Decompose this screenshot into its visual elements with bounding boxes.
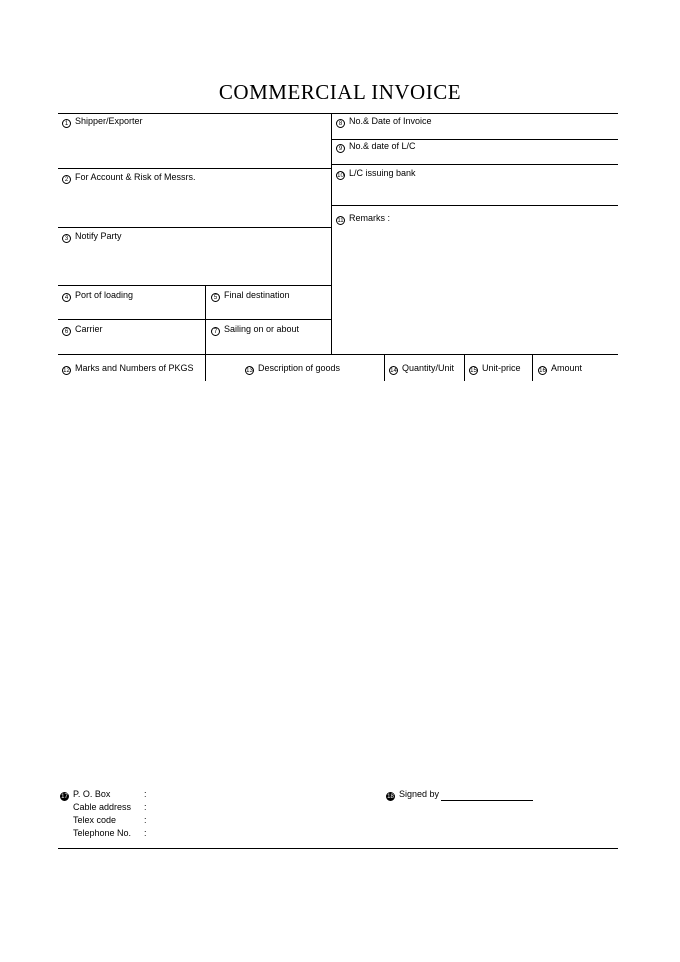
rule-left-3 — [58, 285, 331, 286]
circled-number-9: 9 — [336, 144, 345, 153]
signed-by: 18 Signed by — [386, 788, 533, 801]
goods-header-marks: 12 Marks and Numbers of PKGS — [63, 363, 194, 374]
circled-number-13: 13 — [246, 368, 253, 374]
circled-number-12: 12 — [63, 368, 70, 374]
circled-number-14: 14 — [390, 368, 397, 374]
invoice-no-date-label: 8 No.& Date of Invoice — [336, 115, 432, 128]
signature-line — [441, 791, 533, 801]
circled-number-15: 15 — [470, 368, 477, 374]
footer-telex-code: Telex code : — [73, 815, 147, 825]
circled-number-8: 8 — [336, 119, 345, 128]
circled-number-3: 3 — [62, 234, 71, 243]
rule-top — [58, 113, 618, 114]
document-title: COMMERCIAL INVOICE — [218, 80, 462, 104]
shipper-label: 1 Shipper/Exporter — [62, 115, 143, 128]
circled-number-4: 4 — [62, 293, 71, 302]
rule-right-2 — [331, 164, 618, 165]
circled-number-6: 6 — [62, 327, 71, 336]
rule-goods-div-4 — [532, 354, 533, 381]
rule-goods-div-1 — [205, 354, 206, 381]
circled-number-17: 17 — [61, 794, 68, 800]
rule-mid-vertical — [331, 113, 332, 354]
circled-number-2: 2 — [62, 175, 71, 184]
goods-header-quantity: 14 Quantity/Unit — [390, 363, 455, 374]
footer-telephone: Telephone No. : — [73, 828, 147, 838]
sailing-label: 7 Sailing on or about — [211, 323, 299, 336]
notify-party-label: 3 Notify Party — [62, 230, 122, 243]
lc-no-date-label: 9 No.& date of L/C — [336, 140, 416, 153]
remarks-label: 11 Remarks : — [337, 213, 391, 224]
rule-goods-div-3 — [464, 354, 465, 381]
circled-number-1: 1 — [62, 119, 71, 128]
rule-port-divider — [205, 285, 206, 354]
goods-header-description: 13 Description of goods — [246, 363, 341, 374]
carrier-label: 6 Carrier — [62, 323, 103, 336]
circled-number-7: 7 — [211, 327, 220, 336]
account-risk-label: 2 For Account & Risk of Messrs. — [62, 171, 196, 184]
circled-number-18: 18 — [387, 794, 394, 800]
circled-number-11: 11 — [337, 218, 344, 224]
rule-left-1 — [58, 168, 331, 169]
circled-number-16: 16 — [539, 368, 546, 374]
port-loading-label: 4 Port of loading — [62, 289, 133, 302]
circled-number-10: 10 — [337, 173, 344, 179]
final-destination-label: 5 Final destination — [211, 289, 290, 302]
rule-left-4 — [58, 319, 331, 320]
rule-goods-header — [58, 354, 618, 355]
rule-right-3 — [331, 205, 618, 206]
rule-bottom — [58, 848, 618, 849]
footer-cable-address: Cable address : — [73, 802, 147, 812]
footer-po-box: 17 P. O. Box : — [61, 789, 147, 800]
goods-header-amount: 16 Amount — [539, 363, 583, 374]
rule-goods-div-2 — [384, 354, 385, 381]
goods-header-unit-price: 15 Unit-price — [470, 363, 521, 374]
circled-number-5: 5 — [211, 293, 220, 302]
rule-left-2 — [58, 227, 331, 228]
lc-bank-label: 10 L/C issuing bank — [337, 168, 416, 179]
